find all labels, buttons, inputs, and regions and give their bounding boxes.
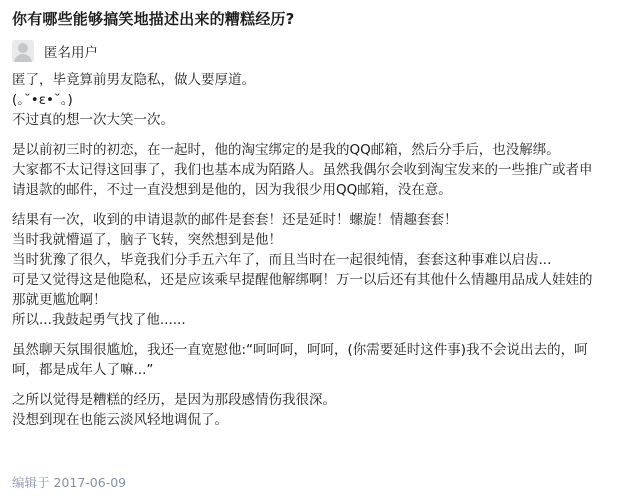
answer-paragraph bbox=[12, 140, 612, 200]
answer-line: 没想到现在也能云淡风轻地调侃了。 bbox=[12, 412, 228, 428]
edit-timestamp[interactable]: 编辑于 2017-06-09 bbox=[12, 475, 127, 490]
answer-line: 匿了，毕竟算前男友隐私，做人要厚道。 bbox=[12, 72, 255, 88]
answer-line: (｡˘•ε•˘｡) bbox=[12, 92, 73, 108]
answer-line: 大家都不太记得这回事了，我们也基本成为陌路人。虽然我偶尔会收到淘宝发来的一些推广或者申 bbox=[12, 162, 593, 178]
answer-paragraph bbox=[12, 340, 612, 380]
answer-line: 请退款的邮件，不过一直没想到是他的，因为我很少用QQ邮箱，没在意。 bbox=[12, 182, 452, 198]
answer-paragraph bbox=[12, 210, 612, 330]
author-name: 匿名用户 bbox=[44, 45, 98, 61]
answer-paragraph bbox=[12, 70, 612, 130]
answer-content bbox=[12, 70, 612, 440]
author-info bbox=[12, 40, 98, 62]
answer-line: 虽然聊天氛围很尴尬，我还一直宽慰他:“呵呵呵，呵呵，(你需要延时这件事)我不会说出去的，呵 bbox=[12, 342, 588, 358]
answer-line: 之所以觉得是糟糕的经历，是因为那段感情伤我很深。 bbox=[12, 392, 336, 408]
answer-line: 呵，都是成年人了嘛...” bbox=[12, 362, 154, 378]
anonymous-user-icon bbox=[12, 40, 34, 62]
answer-line: 那就更尴尬啊！ bbox=[12, 292, 107, 308]
answer-line: 可是又觉得这是他隐私，还是应该乘早提醒他解绑啊！万一以后还有其他什么情趣用品成人娃娃的 bbox=[12, 272, 593, 288]
answer-paragraph bbox=[12, 390, 612, 430]
answer-line: 不过真的想一次大笑一次。 bbox=[12, 112, 174, 128]
answer-line: 结果有一次，收到的申请退款的邮件是套套！还是延时！螺旋！情趣套套！ bbox=[12, 212, 458, 228]
answer-line: 是以前初三时的初恋，在一起时，他的淘宝绑定的是我的QQ邮箱，然后分手后，也没解绑。 bbox=[12, 142, 560, 158]
answer-line: 所以...我鼓起勇气找了他...... bbox=[12, 312, 186, 328]
answer-line: 当时犹豫了很久，毕竟我们分手五六年了，而且当时在一起很纯情，套套这种事难以启齿... bbox=[12, 252, 552, 268]
answer-line: 当时我就懵逼了，脑子飞转，突然想到是他！ bbox=[12, 232, 282, 248]
question-title[interactable]: 你有哪些能够搞笑地描述出来的糟糕经历? bbox=[12, 10, 295, 28]
